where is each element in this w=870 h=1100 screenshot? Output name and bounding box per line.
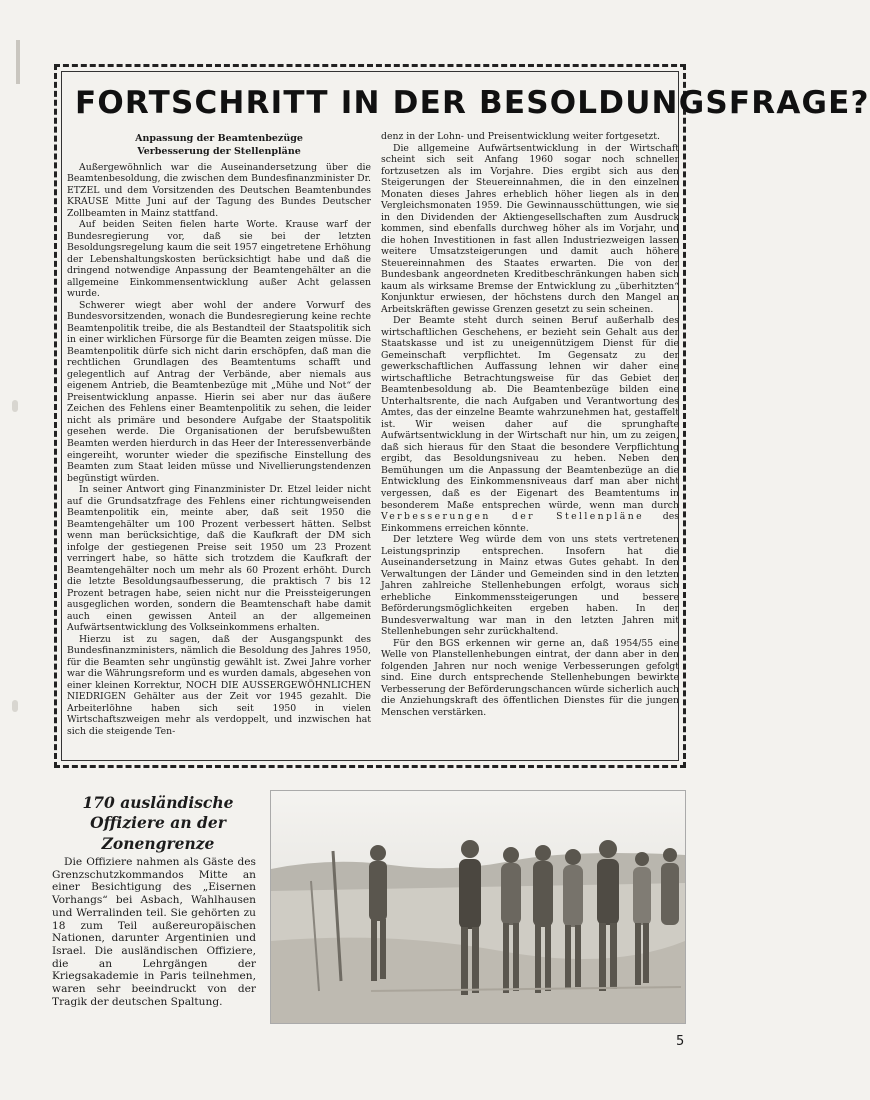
article-paragraph: Der letztere Weg würde dem von uns stets vertretenen Leistungsprinzip entsprechen. Insofern hat die Auseinandersetzung in Mainz etwas Gutes gehabt. In den Verwaltungen der Länder und Gemeinden sind in den letzten Jahren zahlreiche Stellenhebungen erfolgt, woraus sich erhebliche Einkommenssteigerungen und bessere Beförderungsmöglichkeiten ergeben haben. In der Bundesverwaltung war man in den letzten Jahren mit Stellenhebungen sehr zurückhaltend. xyxy=(381,534,679,638)
article-paragraph: Die allgemeine Aufwärtsentwicklung in der Wirtschaft scheint sich seit Anfang 1960 sogar noch schneller fortzusetzen als im Vorjahre. Dies ergibt sich aus den Steigerungen der Steuereinnahmen, die in den einzelnen Monaten dieses Jahres erheblich höher liegen als in den Vergleichsmonaten 1959. Die Gewinnausschüttungen, wie sie in den Dividenden der Aktiengesellschaften zum Ausdruck kommen, sind ebenfalls durchweg höher als im Vorjahr, und die hohen Investitionen in fast allen Industriezweigen lassen weitere Umsatzsteigerungen und damit auch höhere Steuereinnahmen des Staates erwarten. Die von der Bundesbank angeordneten Kreditbeschränkungen haben sich kaum als wirksame Bremse der Entwicklung zu „überhitzten“ Konjunktur erwiesen, der höchstens durch den Mangel an Arbeitskräften gewisse Grenzen gesetzt zu sein scheinen. xyxy=(381,142,679,315)
page-number: 5 xyxy=(676,1034,685,1049)
article-box xyxy=(54,64,870,768)
article-headline: FORTSCHRITT IN DER BESOLDUNGSFRAGE? xyxy=(75,85,870,121)
article-column-left xyxy=(67,133,371,737)
title-line: 170 ausländische xyxy=(82,793,234,812)
binding-strip xyxy=(16,40,20,84)
article-paragraph: denz in der Lohn- und Preisentwicklung weiter fortgesetzt. xyxy=(381,131,660,142)
photo-story-text: Die Offiziere nahmen als Gäste des Grenzschutzkommandos Mitte an einer Besichtigung des „Eisernen Vorhangs“ bei Asbach, Wahlhausen und Werralinden teil. Sie gehörten zu 18 zum Teil außereuropäischen Nationen, darunter Argentinien und Israel. Die ausländischen Offiziere, die an Lehrgängen der Kriegsakademie in Paris teilnehmen, waren sehr beeindruckt von der Tragik der deutschen Spaltung. xyxy=(52,856,256,1008)
title-line: Zonengrenze xyxy=(101,833,215,853)
article-paragraph: Für den BGS erkennen wir gerne an, daß 1954/55 eine Welle von Planstellenhebungen eintrat, der dann aber in den folgenden Jahren nur noch wenige Verbesserungen gefolgt sind. Eine durch entsprechende Stellenhebungen bewirkte Verbesserung der Beförderungschancen würde sicherlich auch die Anziehungskraft des öffentlichen Dienstes für die jungen Menschen verstärken. xyxy=(381,637,679,718)
article-paragraph: Hierzu ist zu sagen, daß der Ausgangspunkt des Bundesfinanzministers, nämlich die Besoldung des Jahres 1950, für die Beamten sehr ungünstig gewählt ist. Zwei Jahre vorher war die Währungsreform und es wurden damals, abgesehen von einer kleinen Korrektur, NOCH DIE AUSSERGEWÖHNLICHEN NIEDRIGEN Gehälter aus der Zeit vor 1945 gezahlt. Die Arbeiterlöhne haben sich seit 1950 in vielen Wirtschaftszweigen mehr als verdoppelt, und inzwischen hat sich die steigende Ten- xyxy=(67,633,371,737)
article-subheading xyxy=(67,133,371,159)
paragraph-text: Der Beamte steht durch seinen Beruf außerhalb des wirtschaftlichen Geschehens, er bezieht sein Gehalt aus der Staatskasse und ist zu uneigennützigem Dienst für die Gemeinschaft verpflichtet. Im Gegensatz zu der gewerkschaftlichen Auffassung lehnen wir daher eine wirtschaftliche Betrachtungsweise für das Gebiet der Beamtenbesoldung ab. Die Beamtenbezüge bilden eine Unterhaltsrente, die nach Aufgaben und Verantwortung des Amtes, das der einzelne Beamte wahrzunehmen hat, gestaffelt ist. Wir weisen daher auf die sprunghafte Aufwärtsentwicklung in der Wirtschaft nur hin, um zu zeigen, daß sich hieraus für den Staat die besondere Verpflichtung ergibt, das Besoldungsniveau zu heben. Neben den Bemühungen um die Anpassung der Beamtenbezüge an die Entwicklung des Einkommensniveaus darf man aber nicht vergessen, daß es der Eigenart des Beamtentums in besonderem Maße entsprechen würde, wenn man durch xyxy=(381,315,679,511)
article-paragraph: Schwerer wiegt aber wohl der andere Vorwurf des Bundesvorsitzenden, wonach die Bundesregierung keine rechte Beamtenpolitik treibe, die als Bestandteil der Staatspolitik sich in einer wirklichen Fürsorge für die Beamten zeigen müsse. Die Beamtenpolitik dürfe sich nicht darin erschöpfen, daß man die rechtlichen Grundlagen des Beamtentums schafft und gelegentlich auf Antrag der Verbände, aber niemals aus eigenem Antrieb, die Beamtenbezüge mit „Mühe und Not“ der Preisentwicklung anpasse. Hierin sei aber nur das äußere Zeichen des Fehlens einer Beamtenpolitik zu sehen, die leider nicht als primäre und besondere Aufgabe der Staatspolitik gesehen werde. Die Organisationen der berufsbewußten Beamten werden hierdurch in das Heer der Interessenverbände eingereiht, worunter wieder die spezifische Einstellung des Beamten zum Staat leiden müsse und Nivellierungstendenzen begünstigt würden. xyxy=(67,299,371,484)
punch-hole xyxy=(12,700,18,712)
emphasized-phrase: Verbesserungen der Stellenpläne xyxy=(381,511,644,523)
officers-photo-image xyxy=(271,791,685,1023)
photo-story-title xyxy=(60,793,256,854)
subheading-line: Verbesserung der Stellenpläne xyxy=(137,145,301,157)
article-column-right xyxy=(381,131,679,718)
punch-hole xyxy=(12,400,18,412)
subheading-line: Anpassung der Beamtenbezüge xyxy=(135,133,303,144)
article-paragraph: Außergewöhnlich war die Auseinandersetzung über die Beamtenbesoldung, die zwischen dem Bundesfinanzminister Dr. ETZEL und dem Vorsitzenden des Deutschen Beamtenbundes KRAUSE Mitte Juni auf der Tagung des Bundes Deutscher Zollbeamten in Mainz stattfand. xyxy=(67,161,371,219)
title-line: Offiziere an der xyxy=(90,813,226,833)
article-paragraph: In seiner Antwort ging Finanzminister Dr. Etzel leider nicht auf die Grundsatzfrage des Fehlens einer richtungweisenden Beamtenpolitik ein, meinte aber, daß seit 1950 die Beamtengehälter um 100 Prozent verbessert hätten. Selbst wenn man berücksichtige, daß die Kaufkraft der DM sich infolge der gestiegenen Preise seit 1950 um 23 Prozent verringert habe, so hätte sich trotzdem die Kaufkraft der Beamtengehälter noch um mehr als 60 Prozent erhöht. Durch die letzte Besoldungsaufbesserung, die praktisch 7 bis 12 Prozent betragen habe, seien nicht nur die Preissteigerungen ausgeglichen worden, sondern die Beamtenschaft habe damit auch einen gewissen Anteil an der allgemeinen Aufwärtsentwicklung des Volkseinkommens erhalten. xyxy=(67,484,371,634)
article-paragraph: Auf beiden Seiten fielen harte Worte. Krause warf der Bundesregierung vor, daß sie bei der letzten Besoldungsregelung kaum die seit 1957 eingetretene Erhöhung der Lebenshaltungskosten berücksichtigt habe und daß die dringend notwendige Anpassung der Beamtengehälter an die allgemeine Einkommensentwicklung außer Acht gelassen wurde. xyxy=(67,219,371,300)
officers-photo xyxy=(270,790,686,1024)
article-paragraph xyxy=(381,315,679,534)
paragraph-text: des Einkommens erreichen könnte. xyxy=(381,511,679,534)
